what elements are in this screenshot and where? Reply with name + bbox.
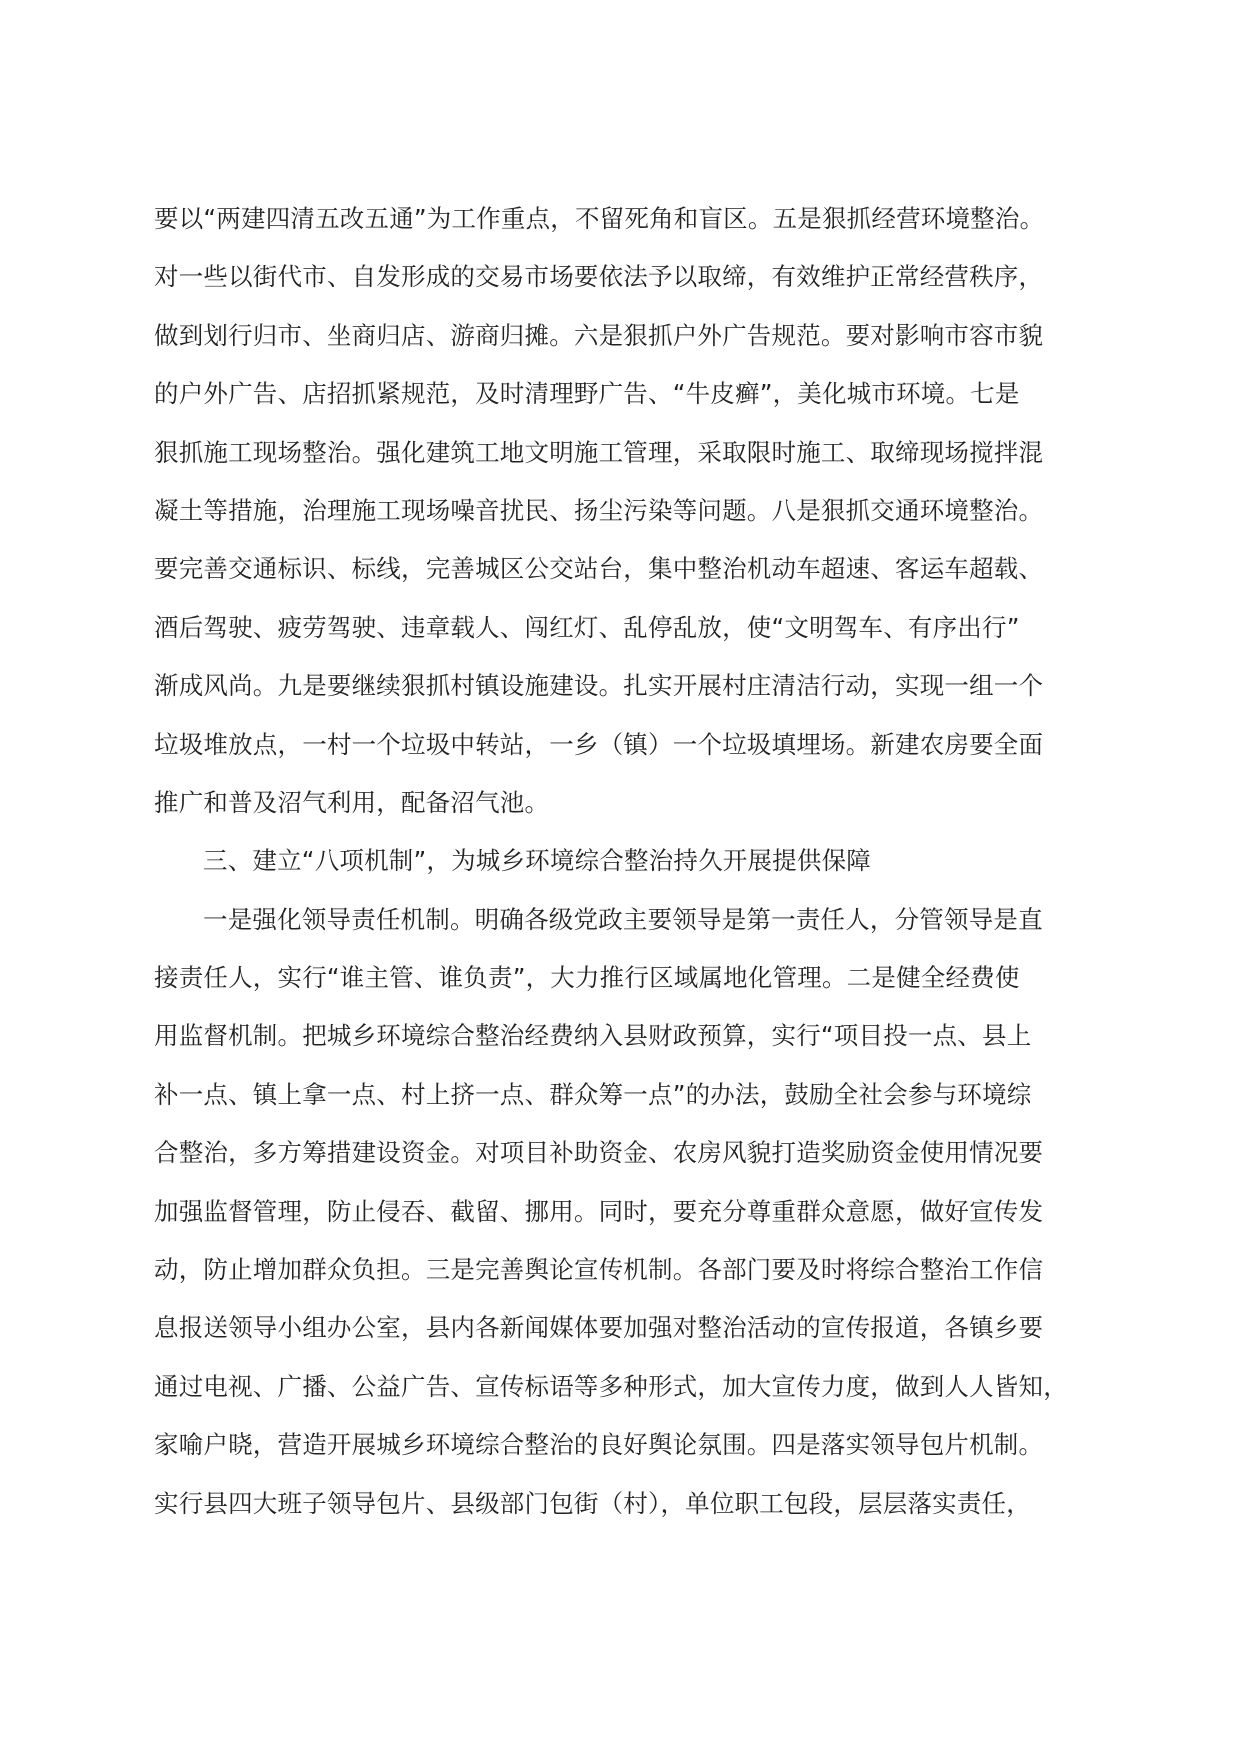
text-line: 垃圾堆放点，一村一个垃圾中转站，一乡（镇）一个垃圾填埋场。新建农房要全面	[154, 729, 1044, 759]
text-line: 加强监督管理，防止侵吞、截留、挪用。同时，要充分尊重群众意愿，做好宣传发	[154, 1196, 1044, 1226]
text-line: 狠抓施工现场整治。强化建筑工地文明施工管理，采取限时施工、取缔现场搅拌混	[154, 437, 1044, 467]
text-line: 通过电视、广播、公益广告、宣传标语等多种形式，加大宣传力度，做到人人皆知，	[154, 1371, 1068, 1401]
text-line: 对一些以街代市、自发形成的交易市场要依法予以取缔，有效维护正常经营秩序，	[154, 262, 1044, 292]
text-line: 酒后驾驶、疲劳驾驶、违章载人、闯红灯、乱停乱放，使“文明驾车、有序出行”	[154, 612, 1020, 642]
text-line: 用监督机制。把城乡环境综合整治经费纳入县财政预算，实行“项目投一点、县上	[154, 1021, 1032, 1051]
text-line: 推广和普及沼气利用，配备沼气池。	[154, 787, 550, 817]
text-line: 实行县四大班子领导包片、县级部门包街（村），单位职工包段，层层落实责任，	[154, 1488, 1031, 1518]
text-line: 要完善交通标识、标线，完善城区公交站台，集中整治机动车超速、客运车超载、	[154, 554, 1044, 584]
text-line: 做到划行归市、坐商归店、游商归摊。六是狠抓户外广告规范。要对影响市容市貌	[154, 320, 1044, 350]
section-heading: 三、建立“八项机制”，为城乡环境综合整治持久开展提供保障	[203, 846, 871, 876]
text-line: 的户外广告、店招抓紧规范，及时清理野广告、“牛皮癣”，美化城市环境。七是	[154, 379, 1020, 409]
text-line: 家喻户晓，营造开展城乡环境综合整治的良好舆论氛围。四是落实领导包片机制。	[154, 1430, 1044, 1460]
text-line: 合整治，多方筹措建设资金。对项目补助资金、农房风貌打造奖励资金使用情况要	[154, 1138, 1044, 1168]
text-line: 接责任人，实行“谁主管、谁负责”，大力推行区域属地化管理。二是健全经费使	[154, 963, 1020, 993]
paragraph-first-line: 一是强化领导责任机制。明确各级党政主要领导是第一责任人，分管领导是直	[203, 904, 1043, 934]
text-line: 动，防止增加群众负担。三是完善舆论宣传机制。各部门要及时将综合整治工作信	[154, 1255, 1044, 1285]
text-line: 凝土等措施，治理施工现场噪音扰民、扬尘污染等问题。八是狠抓交通环境整治。	[154, 495, 1044, 525]
text-line: 渐成风尚。九是要继续狠抓村镇设施建设。扎实开展村庄清洁行动，实现一组一个	[154, 671, 1044, 701]
body-text	[154, 190, 1089, 1533]
text-line: 要以“两建四清五改五通”为工作重点，不留死角和盲区。五是狠抓经营环境整治。	[154, 204, 1045, 233]
text-line: 息报送领导小组办公室，县内各新闻媒体要加强对整治活动的宣传报道，各镇乡要	[154, 1313, 1044, 1343]
text-line: 补一点、镇上拿一点、村上挤一点、群众筹一点”的办法，鼓励全社会参与环境综	[154, 1079, 1032, 1109]
